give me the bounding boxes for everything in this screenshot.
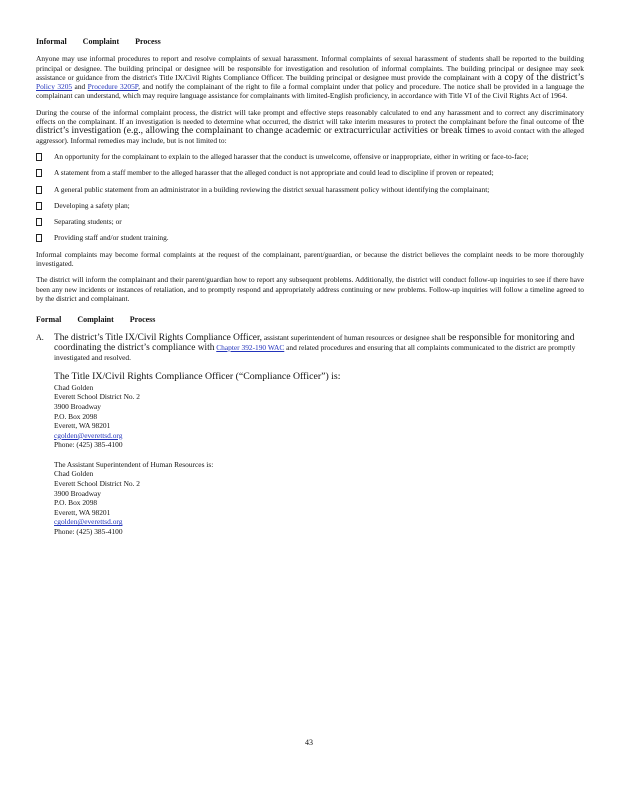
p2-text-b: to avoid contact with the alleged aggressor). Informal remedies may include, but is not limited to: <box>36 126 584 145</box>
informal-paragraph-2 <box>36 108 584 145</box>
checkbox-square-icon <box>36 186 42 194</box>
checkbox-square-icon <box>36 234 42 242</box>
assistant-superintendent-phone: Phone: (425) 385-4100 <box>54 527 123 537</box>
address-line: 3900 Broadway <box>54 488 102 498</box>
address-line: Everett School District No. 2 <box>54 392 141 402</box>
list-item: Developing a safety plan; <box>36 201 584 210</box>
informal-paragraph-4: The district will inform the complainant and their parent/guardian how to report any subsequent problems. Additionally, the district will conduct follow-up inquiries to see if there have been any new incidents or instances of retaliation, and to promptly respond and appropriately address continuing or new problems. Follow-up inquiries will follow a timeline agreed to by the district and complainant. <box>36 275 584 303</box>
compliance-officer-address <box>54 383 584 450</box>
informal-paragraph-3: Informal complaints may become formal complaints at the request of the complainant, parent/guardian, or because the district believes the complaint needs to be more thoroughly investigated. <box>36 249 584 269</box>
item-tail: and related procedures and ensuring that all complaints communicated to the district are promptly investigated and resolved. <box>54 342 576 363</box>
item-mid: assistant superintendent of human resources or designee shall <box>262 332 448 342</box>
p2-big-text: the district’s investigation (e.g., allowing the complainant to change academic or extracurricular activities or break times <box>36 116 584 137</box>
checkbox-square-icon <box>36 153 42 161</box>
page-content <box>36 37 584 547</box>
checkbox-square-icon <box>36 218 42 226</box>
address-line: Chad Golden <box>54 469 94 479</box>
list-item: An opportunity for the complainant to explain to the alleged harasser that the conduct is unwelcome, offensive or inappropriate, either in writing or face-to-face; <box>36 152 584 161</box>
p1-text-b: , and notify the complainant of the right to file a formal complaint under that policy and procedure. The notice shall be provided in a language the complainant can understand, which may require language assistance for complainants with limited-English proficiency, in accordance with Title VI of the Civil Rights Act of 1964. <box>36 82 584 101</box>
assistant-superintendent-block <box>54 460 584 537</box>
p1-and: and <box>72 82 88 92</box>
p2-text-a: During the course of the informal complaint process, the district will take prompt and effective steps reasonably calculated to end any harassment and to correct any discriminatory effects on the complainant. If an investigation is needed to determine what occurred, the district will take interim measures to protect the complainant before the final outcome of <box>36 107 584 127</box>
list-item: A statement from a staff member to the alleged harasser that the alleged conduct is not appropriate and could lead to discipline if proven or repeated; <box>36 168 584 177</box>
address-line: 3900 Broadway <box>54 401 102 411</box>
p1-big-text: a copy of the district’s <box>497 71 584 83</box>
compliance-officer-email-link[interactable]: cgolden@everettsd.org <box>54 430 123 440</box>
item-lead-2: be responsible for monitoring and coordinating the district’s compliance with <box>54 332 575 353</box>
policy-3205-link[interactable]: Policy 3205 <box>36 82 73 92</box>
p1-text-a: Anyone may use informal procedures to report and resolve complaints of sexual harassment. Informal complaints of sexual harassment of students shall be reported to the building principal or designee. The building principal or designee will be responsible for investigation and resolution of informal complaints. The building principal or designee may seek assistance or guidance from the district's Title IX/Civil Rights Compliance Officer. The building principal or designee must provide the complainant with <box>36 54 584 82</box>
address-line: P.O. Box 2098 <box>54 411 98 421</box>
checkbox-square-icon <box>36 169 42 177</box>
address-line: P.O. Box 2098 <box>54 498 98 508</box>
list-item: Separating students; or <box>36 217 584 226</box>
assistant-superintendent-email-link[interactable]: cgolden@everettsd.org <box>54 517 123 527</box>
address-line: Everett, WA 98201 <box>54 421 111 431</box>
formal-heading: Formal Complaint Process <box>36 315 156 325</box>
compliance-officer-title: The Title IX/Civil Rights Compliance Officer (“Compliance Officer”) is: <box>54 371 341 383</box>
address-line: Everett, WA 98201 <box>54 507 111 517</box>
item-lead: The district’s Title IX/Civil Rights Compliance Officer, <box>54 332 263 343</box>
address-line: Chad Golden <box>54 382 94 392</box>
address-line: Everett School District No. 2 <box>54 479 141 489</box>
assistant-superintendent-title: The Assistant Superintendent of Human Resources is: <box>54 459 214 469</box>
formal-item-a <box>36 333 584 363</box>
compliance-officer-phone: Phone: (425) 385-4100 <box>54 440 123 450</box>
item-marker: A. <box>36 332 44 342</box>
informal-paragraph-1 <box>36 54 584 100</box>
checkbox-square-icon <box>36 202 42 210</box>
page-number: 43 <box>305 738 313 747</box>
list-item: Providing staff and/or student training. <box>36 233 584 242</box>
wac-chapter-link[interactable]: Chapter 392-190 WAC <box>216 342 285 352</box>
list-item: A general public statement from an administrator in a building reviewing the district sexual harassment policy without identifying the complainant; <box>36 185 584 194</box>
procedure-3205p-link[interactable]: Procedure 3205P <box>87 82 139 92</box>
informal-remedies-list <box>36 152 584 243</box>
informal-heading: Informal Complaint Process <box>36 37 161 46</box>
